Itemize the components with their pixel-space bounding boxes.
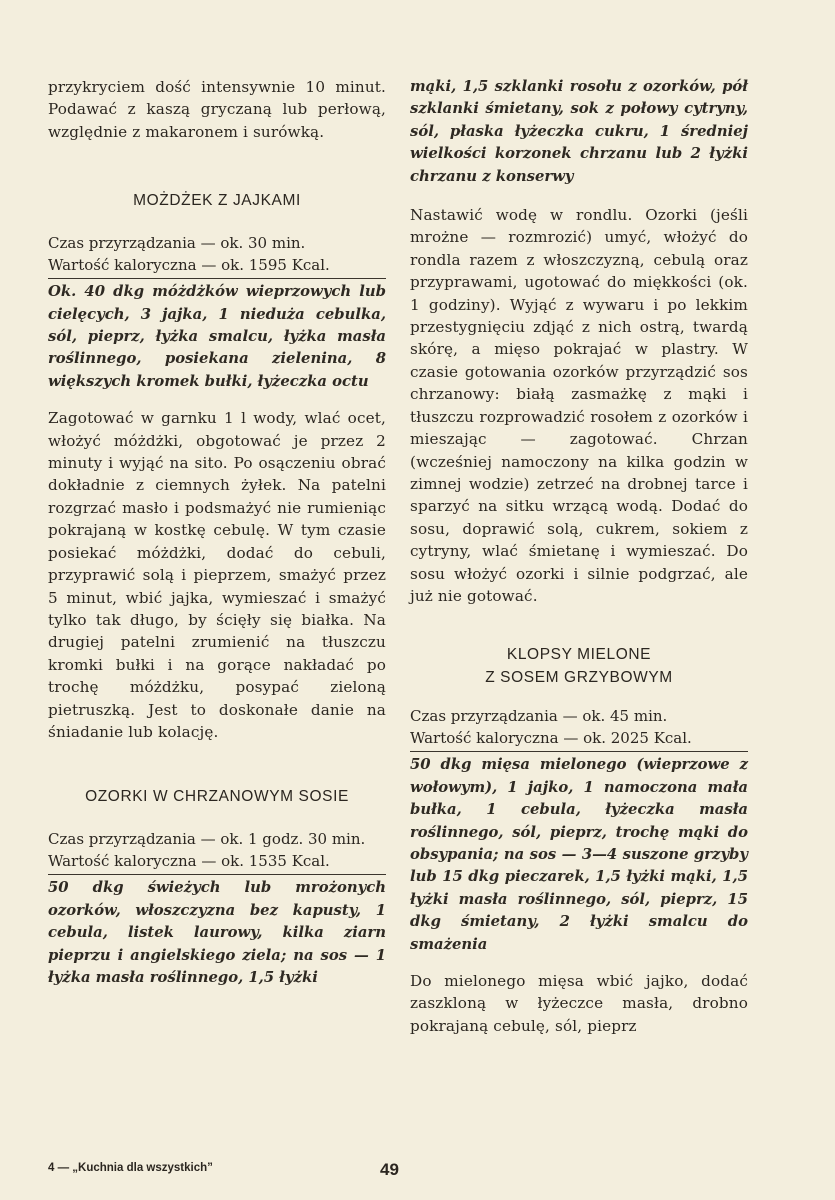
divider (410, 751, 748, 752)
prep-time: Czas przyrządzania — ok. 1 godz. 30 min. (48, 830, 366, 849)
title-line: Z SOSEM GRZYBOWYM (485, 669, 673, 687)
method-klopsy: Do mielonego mięsa wbić jajko, dodać zaszkloną w łyżeczce masła, drobno pokrajaną cebulę, sól, pieprz (410, 972, 748, 1035)
recipe-meta-mozdzek (48, 232, 386, 276)
recipe-title-ozorki: OZORKI W CHRZANOWYM SOSIE (85, 788, 349, 806)
recipe-meta-ozorki (48, 828, 386, 872)
calories: Wartość kaloryczna — ok. 1535 Kcal. (48, 852, 330, 871)
ingredients-ozorki: 50 dkg świeżych lub mrożonych ozorków, włoszczyzna bez kapusty, 1 cebula, listek laurowy, kilka ziarn pieprzu i angielskiego ziela; na sos — 1 łyżka masła roślinnego, 1,5 łyżki (48, 879, 386, 986)
footer-source: 4 — „Kuchnia dla wszystkich” (48, 1162, 213, 1174)
left-column (48, 76, 386, 989)
divider (48, 278, 386, 279)
page-number: 49 (380, 1160, 399, 1179)
right-column (410, 76, 748, 1037)
title-line: KLOPSY MIELONE (506, 646, 652, 664)
recipe-title-klopsy (410, 643, 748, 689)
prep-time: Czas przyrządzania — ok. 45 min. (410, 707, 668, 726)
ingredients-ozorki-continued: mąki, 1,5 szklanki rosołu z ozorków, pół szklanki śmietany, sok z połowy cytryny, sól, płaska łyżeczka cukru, 1 średniej wielkości korzonek chrzanu lub 2 łyżki chrzanu z konserwy (410, 78, 748, 185)
calories: Wartość kaloryczna — ok. 2025 Kcal. (410, 729, 692, 748)
calories: Wartość kaloryczna — ok. 1595 Kcal. (48, 256, 330, 275)
recipe-title-mozdzek: MOŻDŻEK Z JAJKAMI (133, 192, 301, 210)
ingredients-mozdzek: Ok. 40 dkg móżdżków wieprzowych lub cielęcych, 3 jajka, 1 nieduża cebulka, sól, pieprz, łyżka smalcu, łyżka masła roślinnego, posiekana zielenina, 8 większych kromek bułki, łyżeczka octu (48, 283, 386, 390)
prep-time: Czas przyrządzania — ok. 30 min. (48, 234, 306, 253)
intro-paragraph: przykryciem dość intensywnie 10 minut. Podawać z kaszą gryczaną lub perłową, względnie z makaronem i surówką. (48, 78, 386, 141)
divider (48, 874, 386, 875)
method-ozorki: Nastawić wodę w rondlu. Ozorki (jeśli mrożne — rozmrozić) umyć, włożyć do rondla razem z włoszczyzną, cebulą oraz przyprawami, ugotować do miękkości (ok. 1 godziny). Wyjąć z wywaru i po lekkim przestygnięciu zdjąć z nich ostrą, twardą skórę, a mięso pokrajać w plastry. W czasie gotowania ozorków przyrządzić sos chrzanowy: białą zasmażkę z mąki i tłuszczu rozprowadzić rosołem z ozorków i mieszając — zagotować. Chrzan (wcześniej namoczony na kilka godzin w zimnej wodzie) zetrzeć na drobnej tarce i sparzyć na sitku wrzącą wodą. Dodać do sosu, doprawić solą, cukrem, sokiem z cytryny, wlać śmietanę i wymieszać. Do sosu włożyć ozorki i silnie podgrzać, ale już nie gotować. (410, 206, 748, 605)
ingredients-klopsy: 50 dkg mięsa mielonego (wieprzowe z wołowym), 1 jajko, 1 namoczona mała bułka, 1 cebula, łyżeczka masła roślinnego, sól, pieprz, trochę mąki do obsypania; na sos — 3—4 suszone grzyby lub 15 dkg pieczarek, 1,5 łyżki mąki, 1,5 łyżki masła roślinnego, sól, pieprz, 15 dkg śmietany, 2 łyżki smalcu do smażenia (410, 756, 748, 953)
method-mozdzek: Zagotować w garnku 1 l wody, wlać ocet, włożyć móżdżki, obgotować je przez 2 minuty i wyjąć na sito. Po osączeniu obrać dokładnie z ciemnych żyłek. Na patelni rozgrzać masło i podsmażyć nie rumieniąc pokrajaną w kostkę cebulę. W tym czasie posiekać móżdżki, dodać do cebuli, przyprawić solą i pieprzem, smażyć przez 5 minut, wbić jajka, wymieszać i smażyć tylko tak długo, by ścięły się białka. Na drugiej patelni zrumienić na tłuszczu kromki bułki i na gorące nakładać po trochę móżdżku, posypać zieloną pietruszką. Jest to doskonałe danie na śniadanie lub kolację. (48, 409, 386, 741)
recipe-meta-klopsy (410, 705, 748, 749)
